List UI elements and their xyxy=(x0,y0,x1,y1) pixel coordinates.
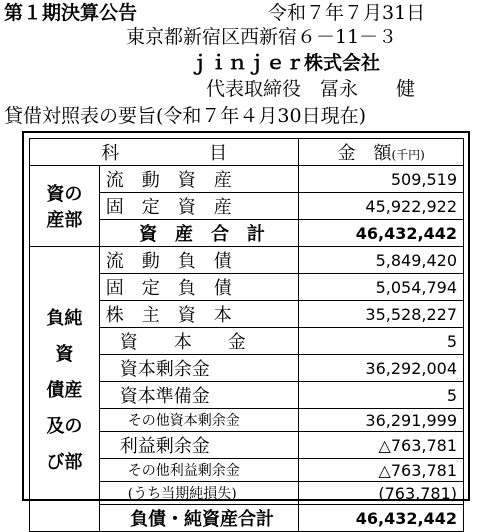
liability-row-amount: △763,781 xyxy=(299,432,464,459)
liability-row-label: 資本準備金 xyxy=(99,382,299,409)
assets-row-amount: 45,922,922 xyxy=(299,193,464,220)
assets-total-amount: 46,432,442 xyxy=(299,220,464,247)
assets-row-label: 流 動 資 産 xyxy=(99,166,299,193)
assets-row-label: 固 定 資 産 xyxy=(99,193,299,220)
liability-row-amount: △763,781 xyxy=(299,459,464,482)
liability-row-amount: 35,528,227 xyxy=(299,301,464,328)
liab-side-line: び部 xyxy=(46,452,83,473)
liability-row-label: (うち当期純損失) xyxy=(99,482,299,505)
liability-row-amount: 36,291,999 xyxy=(299,409,464,432)
liab-side-line: 負純 xyxy=(46,308,83,329)
liabilities-side-label xyxy=(30,247,100,532)
assets-side-line: 資の xyxy=(46,184,83,205)
notice-date: 令和７年７月31日 xyxy=(268,2,426,24)
liab-side-line: 債産 xyxy=(46,380,83,401)
company-name: ｊｉｎｊｅｒ株式会社 xyxy=(190,52,381,74)
liability-row-label: 流 動 負 債 xyxy=(99,247,299,274)
liability-row-amount: 5,849,420 xyxy=(299,247,464,274)
liab-side-line: 資 xyxy=(55,344,74,365)
liability-row-label: 株 主 資 本 xyxy=(99,301,299,328)
assets-row-amount: 509,519 xyxy=(299,166,464,193)
statement-title: 貸借対照表の要旨(令和７年４月30日現在) xyxy=(4,105,367,127)
balance-sheet-table xyxy=(29,138,464,532)
liability-row-amount: 5 xyxy=(299,382,464,409)
liability-row-amount: 5 xyxy=(299,328,464,355)
liability-row-amount: 36,292,004 xyxy=(299,355,464,382)
liability-row-label: 固 定 負 債 xyxy=(99,274,299,301)
liability-row-label: 資 本 金 xyxy=(99,328,299,355)
liab-total-amount: 46,432,442 xyxy=(299,505,464,532)
assets-side-label xyxy=(30,166,100,247)
liability-row-amount: 5,054,794 xyxy=(299,274,464,301)
column-header-amount: 金 額(千円) xyxy=(299,139,464,166)
assets-total-label: 資 産 合 計 xyxy=(99,220,299,247)
assets-side-line: 産部 xyxy=(46,210,83,231)
column-header-item: 科 目 xyxy=(30,139,299,166)
liability-row-label: その他資本剰余金 xyxy=(99,409,299,432)
representative: 代表取締役 冨永 健 xyxy=(206,78,416,100)
notice-title: 第１期決算公告 xyxy=(4,2,138,24)
liability-row-label: その他利益剰余金 xyxy=(99,459,299,482)
liability-row-label: 利益剰余金 xyxy=(99,432,299,459)
liab-total-label: 負債・純資産合計 xyxy=(99,505,299,532)
company-address: 東京都新宿区西新宿６－11－３ xyxy=(126,26,398,48)
liab-side-line: 及の xyxy=(46,416,83,437)
liability-row-amount: (763,781) xyxy=(299,482,464,505)
unit-label: (千円) xyxy=(391,148,425,162)
liability-row-label: 資本剰余金 xyxy=(99,355,299,382)
